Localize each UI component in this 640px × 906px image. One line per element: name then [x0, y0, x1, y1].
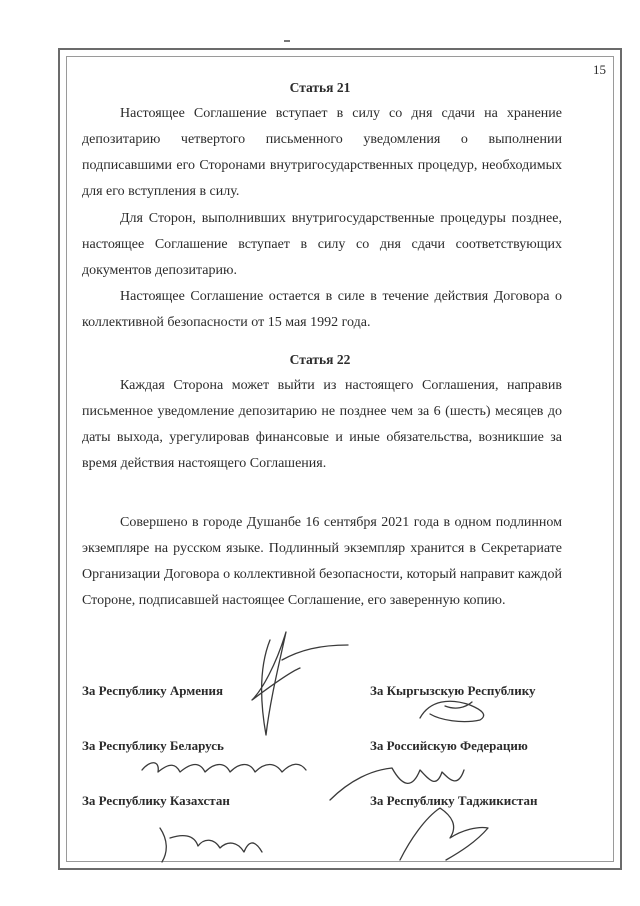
article-21-paragraph-2: Для Сторон, выполнивших внутригосударственные процедуры позднее, настоящее Соглашение вступает в силу со дня сдачи соответствующих документов депозитарию.: [82, 211, 562, 278]
article-22-heading: Статья 22: [289, 352, 351, 367]
article-22-paragraph-1: Каждая Сторона может выйти из настоящего Соглашения, направив письменное уведомление депозитарию не позднее чем за 6 (шесть) месяцев до даты выхода, урегулировав финансовые и иные обязательства, возникшие за время действия настоящего Соглашения.: [82, 378, 562, 471]
signatory-tajikistan: За Республику Таджикистан: [370, 793, 538, 808]
signatory-kazakhstan: За Республику Казахстан: [82, 793, 230, 808]
signatory-kyrgyzstan: За Кыргызскую Республику: [370, 683, 536, 698]
scan-mark: [284, 40, 290, 42]
article-21-paragraph-3: Настоящее Соглашение остается в силе в течение действия Договора о коллективной безопасности от 15 мая 1992 года.: [82, 289, 562, 330]
signatory-russia: За Российскую Федерацию: [370, 738, 528, 753]
closing-paragraph: Совершено в городе Душанбе 16 сентября 2021 года в одном подлинном экземпляре на русском языке. Подлинный экземпляр хранится в Секретариате Организации Договора о коллективной безопасности, который направит каждой Стороне, подписавшей настоящее Соглашение, его заверенную копию.: [82, 515, 562, 608]
signatory-armenia: За Республику Армения: [82, 683, 223, 698]
page-number: 15: [593, 62, 606, 77]
article-21-paragraph-1: Настоящее Соглашение вступает в силу со дня сдачи на хранение депозитарию четвертого письменного уведомления о выполнении подписавшими его Сторонами внутригосударственных процедур, необходимых для его вступления в силу.: [82, 106, 562, 199]
article-21-heading: Статья 21: [289, 80, 351, 95]
signatory-belarus: За Республику Беларусь: [82, 738, 224, 753]
